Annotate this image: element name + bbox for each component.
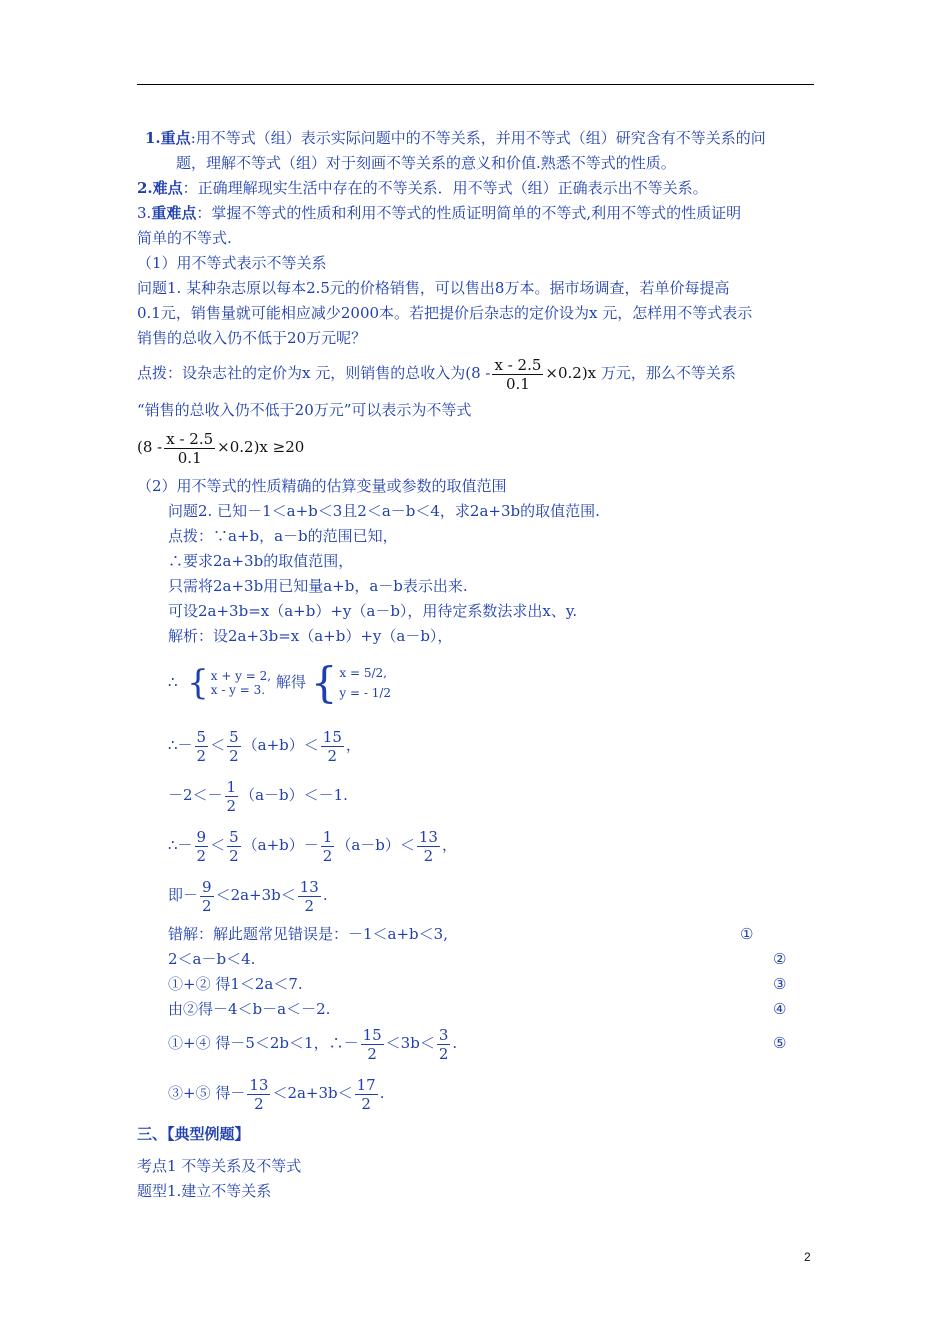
wrong-solution-text: ①+② 得1＜2a＜7. [168, 975, 303, 993]
wrong-solution-line: ③+⑤ 得－ $\frac{13}{2}$ ＜2a+3b＜ $\frac{17}{2}$ . [168, 1075, 385, 1113]
problem-1-text: 销售的总收入仍不低于20万元呢？ [137, 329, 367, 347]
problem-type-heading: 题型1.建立不等关系 [137, 1182, 272, 1200]
left-brace-icon: { [187, 663, 209, 703]
wrong-solution-line: ①+④ 得－5＜2b＜1，∴－ $\frac{15}{2}$ ＜3b＜ $\frac{3}{2}$ . [168, 1025, 458, 1063]
formula-part: ×0.2)x [545, 364, 597, 382]
key-point-label: 重点 [160, 129, 191, 147]
fraction: $\frac{x - 2.5}{0.1}$ [494, 355, 542, 393]
major-difficulty-text-cont: 简单的不等式. [137, 229, 232, 247]
difficulty-label: 2.难点 [137, 179, 183, 197]
item-number: 3. [137, 204, 152, 222]
circled-marker: ⑤ [773, 1034, 787, 1052]
hint-1-text: 点拨：设杂志社的定价为x 元，则销售的总收入为(8 - [137, 364, 491, 382]
difficulty-line [137, 178, 708, 198]
circled-marker: ③ [773, 975, 787, 993]
difficulty-text: ：正确理解现实生活中存在的不等关系．用不等式（组）正确表示出不等关系。 [182, 179, 708, 197]
wrong-solution-text: 2＜a－b＜4. [168, 950, 256, 968]
circled-marker: ② [773, 950, 787, 968]
wrong-solution-text: 由②得－4＜b－a＜－2. [168, 1000, 331, 1018]
problem-1-text: 问题1. 某种杂志原以每本2.5元的价格销售，可以售出8万本。据市场调查，若单价每提高 [137, 279, 730, 297]
key-point-text: :用不等式（组）表示实际问题中的不等关系，并用不等式（组）研究含有不等关系的问 [190, 129, 766, 147]
major-difficulty-text: ：掌握不等式的性质和利用不等式的性质证明简单的不等式,利用不等式的性质证明 [196, 204, 742, 222]
hint-1-text: 万元，那么不等关系 [600, 364, 736, 382]
circled-marker: ① [740, 925, 754, 943]
circled-marker: ④ [773, 1000, 787, 1018]
hint-2-text: 只需将2a+3b用已知量a+b，a－b表示出来. [168, 577, 468, 595]
key-point-line [145, 128, 766, 148]
key-point-text-cont: 题，理解不等式（组）对于刻画不等关系的意义和价值.熟悉不等式的性质。 [176, 154, 676, 172]
section-3-heading: 三、【典型例题】 [137, 1125, 250, 1143]
equation-system: ∴ { x + y = 2, x - y = 3. 解得 { x = 5/2, y = - 1/2 [168, 658, 392, 707]
section-1-heading: （1）用不等式表示不等关系 [137, 254, 327, 272]
hint-1-line [137, 354, 736, 393]
left-brace-icon: { [310, 658, 338, 707]
wrong-solution-text: 错解：解此题常见错误是：－1＜a+b＜3, [168, 925, 448, 943]
hint-2-text: 可设2a+3b=x（a+b）+y（a－b），用待定系数法求出x、y. [168, 602, 578, 620]
hint-2-text: ∴要求2a+3b的取值范围， [168, 552, 354, 570]
item-number: 1. [145, 129, 161, 147]
page-number: 2 [804, 1250, 811, 1264]
derivation-line: ∴－ $\frac{5}{2}$ ＜ $\frac{5}{2}$ （a+b）＜ $\frac{15}{2}$ ， [168, 727, 361, 765]
inequality-formula: (8 - $\frac{x - 2.5}{0.1}$ ×0.2)x ≥20 [137, 429, 305, 467]
derivation-line: －2＜－ $\frac{1}{2}$ （a－b）＜－1. [168, 777, 348, 815]
derivation-result: 即－ $\frac{9}{2}$ ＜2a+3b＜ $\frac{13}{2}$ . [168, 877, 328, 915]
major-difficulty-label: 重难点 [151, 204, 197, 222]
system-solution: x = 5/2, y = - 1/2 [339, 666, 392, 700]
hint-1-text-cont: “销售的总收入仍不低于20万元”可以表示为不等式 [137, 401, 472, 419]
solution-text: 解析：设2a+3b=x（a+b）+y（a－b）， [168, 627, 453, 645]
major-difficulty-line [137, 203, 741, 223]
fraction: $\frac{x - 2.5}{0.1}$ [166, 429, 214, 467]
derivation-line: ∴－ $\frac{9}{2}$ ＜ $\frac{5}{2}$ （a+b）－ $\frac{1}{2}$ （a－b）＜ $\frac{13}{2}$ ， [168, 827, 457, 865]
topic-heading: 考点1 不等关系及不等式 [137, 1157, 302, 1175]
problem-1-text: 0.1元，销售量就可能相应减少2000本。若把提价后杂志的定价设为x 元，怎样用不等式表示 [137, 304, 753, 322]
problem-2-text: 问题2. 已知－1＜a+b＜3且2＜a－b＜4，求2a+3b的取值范围. [168, 502, 600, 520]
system-equations: x + y = 2, x - y = 3. [210, 669, 272, 697]
header-rule [137, 84, 814, 85]
solve-label: 解得 [275, 673, 306, 691]
section-2-heading: （2）用不等式的性质精确的估算变量或参数的取值范围 [137, 477, 507, 495]
hint-2-text: 点拨：∵a+b，a－b的范围已知， [168, 527, 398, 545]
